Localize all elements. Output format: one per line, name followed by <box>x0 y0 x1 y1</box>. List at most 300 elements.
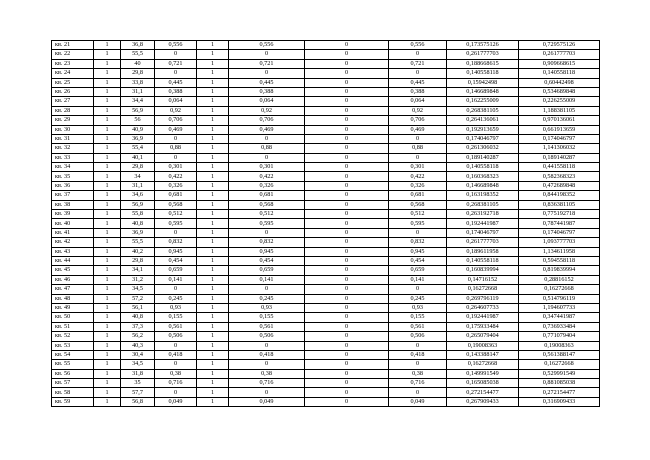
coefficient-cell: 1 <box>197 116 229 125</box>
subtotal-cell: 0,245 <box>229 294 305 303</box>
count-cell: 1 <box>94 116 121 125</box>
sum-cell: 0,226255009 <box>519 97 600 106</box>
total-cell: 0,418 <box>389 350 447 359</box>
table-row <box>52 256 600 265</box>
share-cell: 0,14716152 <box>447 275 519 284</box>
coefficient-cell: 1 <box>197 125 229 134</box>
count-cell: 1 <box>94 360 121 369</box>
value-cell: 0,245 <box>155 294 197 303</box>
value-cell: 0 <box>155 228 197 237</box>
share-cell: 0,261777703 <box>447 50 519 59</box>
apartment-cell: кв. 30 <box>52 125 94 134</box>
apartment-cell: кв. 57 <box>52 379 94 388</box>
area-cell: 55,4 <box>121 144 155 153</box>
total-cell: 0,561 <box>389 322 447 331</box>
coefficient-cell: 1 <box>197 247 229 256</box>
table-row <box>52 200 600 209</box>
apartment-cell: кв. 49 <box>52 303 94 312</box>
count-cell: 1 <box>94 41 121 50</box>
zero-cell: 0 <box>305 144 389 153</box>
value-cell: 0,568 <box>155 200 197 209</box>
sum-cell: 0,60442498 <box>519 78 600 87</box>
sum-cell: 0,844198352 <box>519 191 600 200</box>
table-row <box>52 388 600 397</box>
subtotal-cell: 0 <box>229 388 305 397</box>
area-cell: 34,5 <box>121 285 155 294</box>
total-cell: 0,469 <box>389 125 447 134</box>
apartment-calculation-table <box>51 40 600 407</box>
count-cell: 1 <box>94 163 121 172</box>
zero-cell: 0 <box>305 97 389 106</box>
subtotal-cell: 0,422 <box>229 172 305 181</box>
table-row <box>52 78 600 87</box>
area-cell: 34,1 <box>121 266 155 275</box>
share-cell: 0,146689848 <box>447 181 519 190</box>
table-row <box>52 369 600 378</box>
share-cell: 0,192441987 <box>447 313 519 322</box>
count-cell: 1 <box>94 285 121 294</box>
share-cell: 0,267909433 <box>447 397 519 406</box>
count-cell: 1 <box>94 106 121 115</box>
share-cell: 0,188668615 <box>447 59 519 68</box>
count-cell: 1 <box>94 256 121 265</box>
count-cell: 1 <box>94 228 121 237</box>
area-cell: 56,2 <box>121 332 155 341</box>
zero-cell: 0 <box>305 350 389 359</box>
zero-cell: 0 <box>305 69 389 78</box>
count-cell: 1 <box>94 247 121 256</box>
total-cell: 0,049 <box>389 397 447 406</box>
coefficient-cell: 1 <box>197 360 229 369</box>
sum-cell: 1,141306032 <box>519 144 600 153</box>
sum-cell: 0,472689848 <box>519 181 600 190</box>
value-cell: 0,155 <box>155 313 197 322</box>
value-cell: 0,064 <box>155 97 197 106</box>
area-cell: 31,2 <box>121 275 155 284</box>
subtotal-cell: 0,93 <box>229 303 305 312</box>
area-cell: 57,7 <box>121 388 155 397</box>
table-row <box>52 247 600 256</box>
share-cell: 0,263192718 <box>447 210 519 219</box>
count-cell: 1 <box>94 191 121 200</box>
total-cell: 0,92 <box>389 106 447 115</box>
apartment-cell: кв. 21 <box>52 41 94 50</box>
share-cell: 0,140558118 <box>447 163 519 172</box>
sum-cell: 0,514796119 <box>519 294 600 303</box>
calculation-sheet <box>51 40 600 407</box>
zero-cell: 0 <box>305 247 389 256</box>
zero-cell: 0 <box>305 134 389 143</box>
area-cell: 56,1 <box>121 303 155 312</box>
value-cell: 0,832 <box>155 238 197 247</box>
area-cell: 35 <box>121 379 155 388</box>
zero-cell: 0 <box>305 341 389 350</box>
value-cell: 0,049 <box>155 397 197 406</box>
apartment-cell: кв. 37 <box>52 191 94 200</box>
apartment-cell: кв. 43 <box>52 247 94 256</box>
zero-cell: 0 <box>305 388 389 397</box>
subtotal-cell: 0,659 <box>229 266 305 275</box>
apartment-cell: кв. 34 <box>52 163 94 172</box>
apartment-cell: кв. 25 <box>52 78 94 87</box>
table-row <box>52 153 600 162</box>
table-row <box>52 97 600 106</box>
count-cell: 1 <box>94 172 121 181</box>
area-cell: 31,1 <box>121 181 155 190</box>
subtotal-cell: 0,945 <box>229 247 305 256</box>
value-cell: 0,506 <box>155 332 197 341</box>
share-cell: 0,160368323 <box>447 172 519 181</box>
sum-cell: 0,261777703 <box>519 50 600 59</box>
area-cell: 36,9 <box>121 228 155 237</box>
table-row <box>52 341 600 350</box>
count-cell: 1 <box>94 379 121 388</box>
coefficient-cell: 1 <box>197 87 229 96</box>
total-cell: 0,506 <box>389 332 447 341</box>
value-cell: 0,88 <box>155 144 197 153</box>
sum-cell: 0,19008363 <box>519 341 600 350</box>
table-body <box>52 41 600 407</box>
count-cell: 1 <box>94 59 121 68</box>
share-cell: 0,261777703 <box>447 238 519 247</box>
coefficient-cell: 1 <box>197 341 229 350</box>
sum-cell: 0,140558118 <box>519 69 600 78</box>
table-row <box>52 285 600 294</box>
share-cell: 0,192441987 <box>447 219 519 228</box>
subtotal-cell: 0,706 <box>229 116 305 125</box>
total-cell: 0 <box>389 50 447 59</box>
table-row <box>52 106 600 115</box>
zero-cell: 0 <box>305 181 389 190</box>
total-cell: 0,512 <box>389 210 447 219</box>
value-cell: 0,512 <box>155 210 197 219</box>
table-row <box>52 116 600 125</box>
sum-cell: 0,729575126 <box>519 41 600 50</box>
total-cell: 0,141 <box>389 275 447 284</box>
table-row <box>52 332 600 341</box>
coefficient-cell: 1 <box>197 172 229 181</box>
value-cell: 0,388 <box>155 87 197 96</box>
zero-cell: 0 <box>305 41 389 50</box>
share-cell: 0,149991549 <box>447 369 519 378</box>
table-row <box>52 59 600 68</box>
table-row <box>52 379 600 388</box>
count-cell: 1 <box>94 275 121 284</box>
apartment-cell: кв. 24 <box>52 69 94 78</box>
share-cell: 0,140558118 <box>447 69 519 78</box>
sum-cell: 1,188381105 <box>519 106 600 115</box>
count-cell: 1 <box>94 294 121 303</box>
sum-cell: 0,316909433 <box>519 397 600 406</box>
count-cell: 1 <box>94 153 121 162</box>
zero-cell: 0 <box>305 397 389 406</box>
coefficient-cell: 1 <box>197 50 229 59</box>
value-cell: 0,556 <box>155 41 197 50</box>
coefficient-cell: 1 <box>197 369 229 378</box>
total-cell: 0,301 <box>389 163 447 172</box>
total-cell: 0,38 <box>389 369 447 378</box>
share-cell: 0,16272668 <box>447 360 519 369</box>
subtotal-cell: 0,88 <box>229 144 305 153</box>
subtotal-cell: 0 <box>229 360 305 369</box>
area-cell: 40 <box>121 59 155 68</box>
zero-cell: 0 <box>305 332 389 341</box>
sum-cell: 0,174046797 <box>519 134 600 143</box>
subtotal-cell: 0,301 <box>229 163 305 172</box>
zero-cell: 0 <box>305 285 389 294</box>
count-cell: 1 <box>94 238 121 247</box>
coefficient-cell: 1 <box>197 228 229 237</box>
subtotal-cell: 0,388 <box>229 87 305 96</box>
apartment-cell: кв. 46 <box>52 275 94 284</box>
coefficient-cell: 1 <box>197 200 229 209</box>
value-cell: 0 <box>155 285 197 294</box>
table-row <box>52 275 600 284</box>
value-cell: 0,706 <box>155 116 197 125</box>
apartment-cell: кв. 54 <box>52 350 94 359</box>
zero-cell: 0 <box>305 360 389 369</box>
coefficient-cell: 1 <box>197 379 229 388</box>
sum-cell: 0,970136061 <box>519 116 600 125</box>
subtotal-cell: 0,049 <box>229 397 305 406</box>
area-cell: 33,8 <box>121 78 155 87</box>
value-cell: 0 <box>155 69 197 78</box>
sum-cell: 0,881085038 <box>519 379 600 388</box>
apartment-cell: кв. 29 <box>52 116 94 125</box>
table-row <box>52 228 600 237</box>
subtotal-cell: 0,92 <box>229 106 305 115</box>
table-row <box>52 210 600 219</box>
total-cell: 0,155 <box>389 313 447 322</box>
share-cell: 0,162255009 <box>447 97 519 106</box>
total-cell: 0,945 <box>389 247 447 256</box>
count-cell: 1 <box>94 69 121 78</box>
subtotal-cell: 0 <box>229 153 305 162</box>
value-cell: 0,301 <box>155 163 197 172</box>
total-cell: 0 <box>389 69 447 78</box>
coefficient-cell: 1 <box>197 294 229 303</box>
area-cell: 36,9 <box>121 134 155 143</box>
share-cell: 0,174046797 <box>447 134 519 143</box>
value-cell: 0 <box>155 134 197 143</box>
sum-cell: 0,189140287 <box>519 153 600 162</box>
apartment-cell: кв. 59 <box>52 397 94 406</box>
apartment-cell: кв. 42 <box>52 238 94 247</box>
coefficient-cell: 1 <box>197 41 229 50</box>
coefficient-cell: 1 <box>197 106 229 115</box>
zero-cell: 0 <box>305 294 389 303</box>
table-row <box>52 144 600 153</box>
zero-cell: 0 <box>305 106 389 115</box>
table-row <box>52 134 600 143</box>
total-cell: 0 <box>389 341 447 350</box>
subtotal-cell: 0,506 <box>229 332 305 341</box>
value-cell: 0,38 <box>155 369 197 378</box>
value-cell: 0,141 <box>155 275 197 284</box>
table-row <box>52 350 600 359</box>
total-cell: 0 <box>389 285 447 294</box>
sum-cell: 0,909668615 <box>519 59 600 68</box>
subtotal-cell: 0,418 <box>229 350 305 359</box>
count-cell: 1 <box>94 322 121 331</box>
share-cell: 0,261306032 <box>447 144 519 153</box>
share-cell: 0,140558118 <box>447 256 519 265</box>
share-cell: 0,268381105 <box>447 106 519 115</box>
total-cell: 0,454 <box>389 256 447 265</box>
apartment-cell: кв. 44 <box>52 256 94 265</box>
share-cell: 0,15942498 <box>447 78 519 87</box>
value-cell: 0 <box>155 50 197 59</box>
value-cell: 0,422 <box>155 172 197 181</box>
share-cell: 0,189140287 <box>447 153 519 162</box>
area-cell: 40,3 <box>121 341 155 350</box>
table-row <box>52 266 600 275</box>
total-cell: 0,721 <box>389 59 447 68</box>
table-row <box>52 313 600 322</box>
zero-cell: 0 <box>305 303 389 312</box>
zero-cell: 0 <box>305 172 389 181</box>
sum-cell: 0,529991549 <box>519 369 600 378</box>
table-row <box>52 163 600 172</box>
table-row <box>52 360 600 369</box>
apartment-cell: кв. 52 <box>52 332 94 341</box>
coefficient-cell: 1 <box>197 97 229 106</box>
sum-cell: 0,441558118 <box>519 163 600 172</box>
subtotal-cell: 0,445 <box>229 78 305 87</box>
table-row <box>52 125 600 134</box>
total-cell: 0 <box>389 228 447 237</box>
sum-cell: 0,736933484 <box>519 322 600 331</box>
sum-cell: 0,16272668 <box>519 360 600 369</box>
apartment-cell: кв. 22 <box>52 50 94 59</box>
apartment-cell: кв. 27 <box>52 97 94 106</box>
area-cell: 55,8 <box>121 210 155 219</box>
apartment-cell: кв. 32 <box>52 144 94 153</box>
coefficient-cell: 1 <box>197 191 229 200</box>
coefficient-cell: 1 <box>197 181 229 190</box>
subtotal-cell: 0,064 <box>229 97 305 106</box>
subtotal-cell: 0,469 <box>229 125 305 134</box>
total-cell: 0 <box>389 153 447 162</box>
sum-cell: 1,093777703 <box>519 238 600 247</box>
area-cell: 30,4 <box>121 350 155 359</box>
apartment-cell: кв. 41 <box>52 228 94 237</box>
coefficient-cell: 1 <box>197 313 229 322</box>
area-cell: 29,8 <box>121 256 155 265</box>
count-cell: 1 <box>94 144 121 153</box>
zero-cell: 0 <box>305 379 389 388</box>
area-cell: 34,4 <box>121 97 155 106</box>
sum-cell: 0,771079404 <box>519 332 600 341</box>
count-cell: 1 <box>94 87 121 96</box>
share-cell: 0,175933484 <box>447 322 519 331</box>
subtotal-cell: 0,512 <box>229 210 305 219</box>
apartment-cell: кв. 35 <box>52 172 94 181</box>
coefficient-cell: 1 <box>197 59 229 68</box>
table-row <box>52 294 600 303</box>
value-cell: 0,945 <box>155 247 197 256</box>
apartment-cell: кв. 26 <box>52 87 94 96</box>
total-cell: 0,832 <box>389 238 447 247</box>
subtotal-cell: 0,454 <box>229 256 305 265</box>
subtotal-cell: 0,556 <box>229 41 305 50</box>
coefficient-cell: 1 <box>197 153 229 162</box>
zero-cell: 0 <box>305 369 389 378</box>
subtotal-cell: 0 <box>229 134 305 143</box>
coefficient-cell: 1 <box>197 350 229 359</box>
sum-cell: 0,174046797 <box>519 228 600 237</box>
total-cell: 0,716 <box>389 379 447 388</box>
area-cell: 40,1 <box>121 153 155 162</box>
area-cell: 56,9 <box>121 106 155 115</box>
total-cell: 0,706 <box>389 116 447 125</box>
total-cell: 0,064 <box>389 97 447 106</box>
area-cell: 31,1 <box>121 87 155 96</box>
table-row <box>52 238 600 247</box>
table-row <box>52 181 600 190</box>
area-cell: 34 <box>121 172 155 181</box>
apartment-cell: кв. 38 <box>52 200 94 209</box>
sum-cell: 0,661913659 <box>519 125 600 134</box>
subtotal-cell: 0,561 <box>229 322 305 331</box>
share-cell: 0,268381105 <box>447 200 519 209</box>
total-cell: 0,595 <box>389 219 447 228</box>
total-cell: 0 <box>389 360 447 369</box>
apartment-cell: кв. 56 <box>52 369 94 378</box>
subtotal-cell: 0 <box>229 285 305 294</box>
coefficient-cell: 1 <box>197 219 229 228</box>
coefficient-cell: 1 <box>197 78 229 87</box>
table-row <box>52 397 600 406</box>
sum-cell: 0,787441987 <box>519 219 600 228</box>
share-cell: 0,163198352 <box>447 191 519 200</box>
zero-cell: 0 <box>305 78 389 87</box>
count-cell: 1 <box>94 181 121 190</box>
zero-cell: 0 <box>305 125 389 134</box>
coefficient-cell: 1 <box>197 303 229 312</box>
apartment-cell: кв. 53 <box>52 341 94 350</box>
zero-cell: 0 <box>305 275 389 284</box>
area-cell: 36,8 <box>121 41 155 50</box>
share-cell: 0,174046797 <box>447 228 519 237</box>
sum-cell: 0,775192718 <box>519 210 600 219</box>
share-cell: 0,192913659 <box>447 125 519 134</box>
apartment-cell: кв. 39 <box>52 210 94 219</box>
count-cell: 1 <box>94 397 121 406</box>
count-cell: 1 <box>94 50 121 59</box>
apartment-cell: кв. 31 <box>52 134 94 143</box>
coefficient-cell: 1 <box>197 397 229 406</box>
area-cell: 29,8 <box>121 163 155 172</box>
total-cell: 0,445 <box>389 78 447 87</box>
count-cell: 1 <box>94 332 121 341</box>
value-cell: 0,418 <box>155 350 197 359</box>
share-cell: 0,264136061 <box>447 116 519 125</box>
table-row <box>52 69 600 78</box>
sum-cell: 0,582368323 <box>519 172 600 181</box>
total-cell: 0,556 <box>389 41 447 50</box>
count-cell: 1 <box>94 97 121 106</box>
area-cell: 56 <box>121 116 155 125</box>
value-cell: 0,93 <box>155 303 197 312</box>
value-cell: 0,561 <box>155 322 197 331</box>
coefficient-cell: 1 <box>197 134 229 143</box>
count-cell: 1 <box>94 266 121 275</box>
coefficient-cell: 1 <box>197 275 229 284</box>
area-cell: 57,2 <box>121 294 155 303</box>
count-cell: 1 <box>94 350 121 359</box>
share-cell: 0,146689848 <box>447 87 519 96</box>
